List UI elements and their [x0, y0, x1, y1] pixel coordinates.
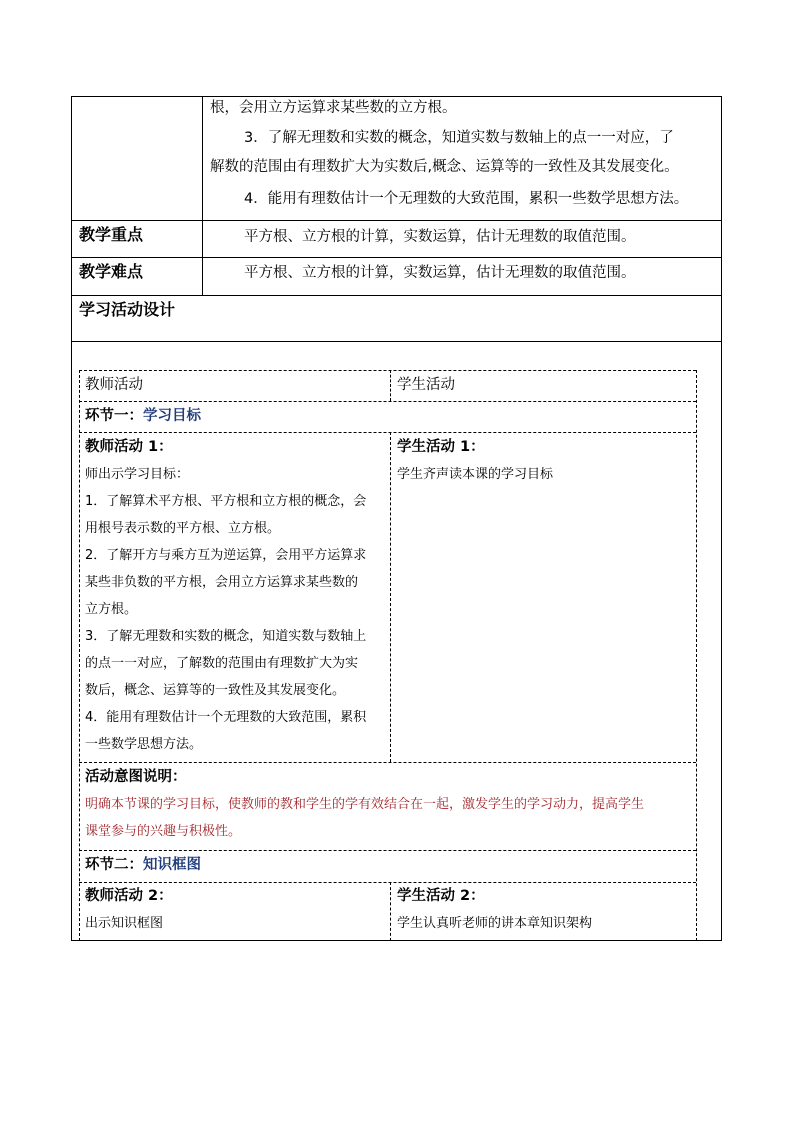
section1-name: 学习目标: [143, 408, 201, 424]
objective-line: 解数的范围由有理数扩大为实数后,概念、运算等的一致性及其发展变化。: [210, 159, 679, 175]
section1-prefix: 环节一：: [85, 408, 143, 424]
inner-row-divider: [79, 882, 696, 883]
teacher-activity1-line: 1．了解算术平方根、平方根和立方根的概念，会: [85, 494, 367, 509]
teacher-activity1-line: 某些非负数的平方根，会用立方运算求某些数的: [85, 575, 359, 590]
teacher-activity2-text: 出示知识框图: [85, 916, 164, 931]
objective-line: 4．能用有理数估计一个无理数的大致范围，累积一些数学思想方法。: [244, 191, 689, 207]
key-points-content: 平方根、立方根的计算，实数运算，估计无理数的取值范围。: [244, 229, 636, 245]
student-activity2-text: 学生认真听老师的讲本章知识架构: [397, 916, 593, 931]
lesson-plan-table: [71, 96, 722, 941]
difficulties-label: 教学难点: [79, 262, 144, 281]
column-divider: [202, 96, 203, 295]
inner-row-divider: [79, 401, 696, 402]
row-divider: [71, 257, 722, 258]
row-divider: [71, 295, 722, 296]
activity-design-title: 学习活动设计: [79, 300, 176, 319]
teacher-activity-header: 教师活动: [85, 377, 143, 393]
row-divider: [71, 341, 722, 342]
student-activity1-text: 学生齐声读本课的学习目标: [397, 467, 554, 482]
inner-table-border: [79, 370, 696, 371]
teacher-activity1-title: 教师活动 1：: [85, 439, 173, 455]
teacher-activity1-line: 的点一一对应，了解数的范围由有理数扩大为实: [85, 656, 359, 671]
activity-intent-label: 活动意图说明：: [85, 769, 187, 785]
teacher-activity1-line: 一些数学思想方法。: [85, 737, 203, 752]
student-activity1-title: 学生活动 1：: [397, 439, 485, 455]
inner-row-divider: [79, 432, 696, 433]
section2-heading: [85, 858, 201, 873]
student-activity-header: 学生活动: [397, 377, 455, 393]
key-points-label: 教学重点: [79, 225, 144, 244]
inner-table-border: [696, 370, 697, 941]
teacher-activity1-line: 师出示学习目标：: [85, 467, 190, 482]
inner-column-divider: [390, 882, 391, 941]
inner-row-divider: [79, 850, 696, 851]
student-activity2-title: 学生活动 2：: [397, 888, 485, 904]
activity-intent-line: 课堂参与的兴趣与积极性。: [85, 824, 242, 839]
inner-table-border: [79, 370, 80, 941]
objective-line: 3．了解无理数和实数的概念，知道实数与数轴上的点一一对应，了: [244, 130, 674, 146]
teacher-activity1-line: 4．能用有理数估计一个无理数的大致范围，累积: [85, 710, 367, 725]
section2-prefix: 环节二：: [85, 857, 143, 873]
teacher-activity1-line: 2．了解开方与乘方互为逆运算，会用平方运算求: [85, 548, 367, 563]
section1-heading: [85, 409, 201, 424]
inner-row-divider: [79, 762, 696, 763]
row-divider: [71, 220, 722, 221]
teacher-activity1-line: 用根号表示数的平方根、立方根。: [85, 521, 281, 536]
activity-intent-line: 明确本节课的学习目标，使教师的教和学生的学有效结合在一起，激发学生的学习动力，提高学生: [85, 797, 645, 812]
objective-line: 根，会用立方运算求某些数的立方根。: [210, 100, 457, 116]
difficulties-content: 平方根、立方根的计算，实数运算，估计无理数的取值范围。: [244, 265, 636, 281]
section2-name: 知识框图: [143, 857, 201, 873]
teacher-activity1-line: 3．了解无理数和实数的概念，知道实数与数轴上: [85, 629, 367, 644]
teacher-activity2-title: 教师活动 2：: [85, 888, 173, 904]
inner-column-divider: [390, 370, 391, 401]
inner-column-divider: [390, 432, 391, 762]
teacher-activity1-line: 数后，概念、运算等的一致性及其发展变化。: [85, 683, 346, 698]
teacher-activity1-line: 立方根。: [85, 602, 138, 617]
